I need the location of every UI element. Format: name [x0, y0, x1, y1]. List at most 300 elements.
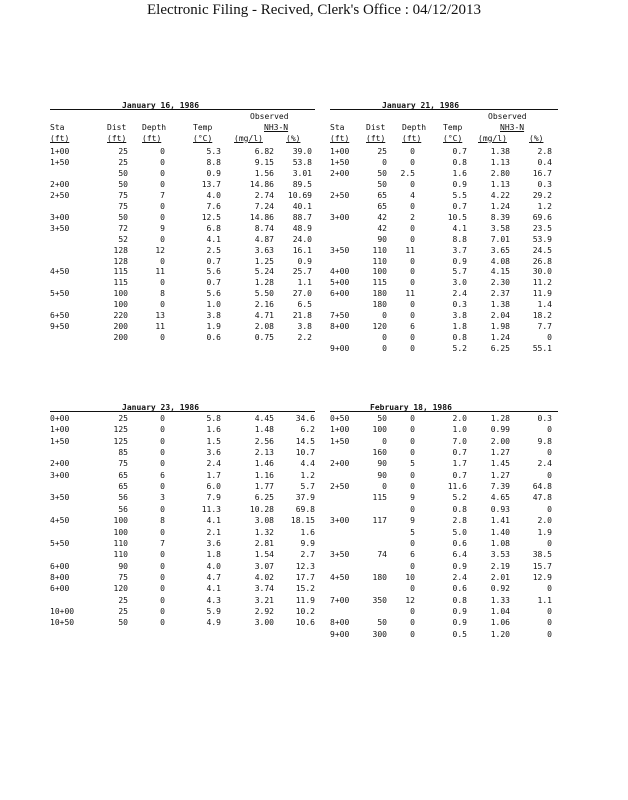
cell-temp: 4.3 — [206, 595, 221, 605]
cell-dist: 25 — [377, 147, 387, 156]
cell-nh3: 10.28 — [249, 504, 274, 514]
cell-temp: 2.5 — [206, 245, 221, 255]
cell-dist: 180 — [372, 289, 387, 299]
cell-depth: 13 — [155, 311, 165, 321]
cell-temp: 1.9 — [206, 322, 221, 332]
table-row — [50, 596, 315, 607]
cell-dist: 0 — [382, 333, 387, 343]
cell-percent: 18.15 — [290, 516, 315, 526]
cell-nh3: 8.39 — [490, 212, 510, 222]
cell-depth: 0 — [410, 278, 415, 288]
cell-dist: 56 — [118, 493, 128, 503]
table-row — [330, 246, 558, 257]
col-temp-header: Temp — [443, 123, 463, 132]
cell-percent: 23.5 — [532, 223, 552, 233]
cell-sta: 8+00 — [330, 322, 350, 332]
cell-nh3: 4.15 — [490, 267, 510, 277]
cell-dist: 25 — [118, 595, 128, 605]
cell-temp: 0.9 — [452, 606, 467, 616]
header-row-2 — [330, 134, 558, 145]
cell-depth: 0 — [160, 278, 165, 288]
cell-temp: 0.5 — [452, 629, 467, 639]
cell-percent: 29.2 — [532, 190, 552, 200]
table-row — [330, 584, 558, 595]
cell-nh3: 5.50 — [254, 289, 274, 299]
cell-temp: 0.8 — [452, 504, 467, 514]
cell-temp: 1.0 — [206, 300, 221, 310]
unit-mgl: (mg/l) — [478, 134, 507, 143]
cell-depth: 9 — [410, 493, 415, 503]
cell-dist: 100 — [372, 425, 387, 435]
cell-nh3: 1.06 — [490, 618, 510, 628]
cell-temp: 5.2 — [452, 344, 467, 354]
table-row — [50, 180, 315, 191]
cell-dist: 50 — [377, 179, 387, 189]
cell-dist: 56 — [118, 504, 128, 514]
table-row — [50, 437, 315, 448]
cell-depth: 0 — [160, 482, 165, 492]
cell-temp: 7.6 — [206, 201, 221, 211]
cell-temp: 4.1 — [452, 223, 467, 233]
cell-percent: 0 — [547, 448, 552, 458]
table-row — [50, 311, 315, 322]
cell-depth: 5 — [410, 527, 415, 537]
cell-dist: 85 — [118, 448, 128, 458]
table-row — [330, 437, 558, 448]
cell-sta: 10+50 — [50, 618, 75, 628]
cell-dist: 200 — [113, 322, 128, 332]
cell-temp: 3.8 — [452, 311, 467, 321]
cell-dist: 65 — [377, 190, 387, 200]
cell-sta: 1+00 — [330, 425, 350, 435]
cell-nh3: 1.98 — [490, 322, 510, 332]
cell-temp: 0.6 — [206, 333, 221, 343]
table-row — [330, 573, 558, 584]
table-row — [330, 169, 558, 180]
cell-dist: 115 — [372, 493, 387, 503]
cell-depth: 7 — [160, 190, 165, 200]
cell-percent: 0 — [547, 538, 552, 548]
table-row — [50, 539, 315, 550]
table-row — [330, 596, 558, 607]
cell-temp: 5.6 — [206, 267, 221, 277]
cell-depth: 0 — [160, 168, 165, 178]
cell-dist: 50 — [118, 618, 128, 628]
cell-depth: 0 — [410, 629, 415, 639]
unit-ft: (ft) — [142, 134, 162, 143]
cell-depth: 0 — [410, 504, 415, 514]
table-row — [330, 344, 558, 355]
cell-sta: 1+50 — [330, 436, 350, 446]
cell-sta: 4+50 — [50, 267, 70, 277]
cell-sta: 3+00 — [50, 470, 70, 480]
cell-percent: 15.2 — [295, 584, 315, 594]
cell-sta: 3+00 — [330, 212, 350, 222]
cell-depth: 11 — [155, 322, 165, 332]
cell-percent: 0 — [547, 333, 552, 343]
cell-nh3: 3.74 — [254, 584, 274, 594]
cell-sta: 5+50 — [50, 289, 70, 299]
cell-dist: 117 — [372, 516, 387, 526]
cell-percent: 11.9 — [295, 595, 315, 605]
cell-sta: 3+50 — [330, 550, 350, 560]
cell-percent: 10.6 — [295, 618, 315, 628]
table-jan23 — [50, 403, 315, 643]
cell-percent: 2.2 — [297, 333, 312, 343]
cell-sta: 1+00 — [50, 425, 70, 435]
cell-temp: 1.8 — [452, 322, 467, 332]
cell-dist: 75 — [118, 201, 128, 211]
cell-sta: 6+50 — [50, 311, 70, 321]
cell-sta: 6+00 — [330, 289, 350, 299]
cell-percent: 25.7 — [292, 267, 312, 277]
cell-depth: 0 — [160, 333, 165, 343]
table-date: February 18, 1986 — [370, 403, 452, 412]
table-row — [330, 235, 558, 246]
cell-percent: 0 — [547, 470, 552, 480]
table-row — [330, 425, 558, 436]
table-row — [330, 289, 558, 300]
cell-depth: 0 — [410, 311, 415, 321]
unit-ft: (ft) — [330, 134, 350, 143]
table-row — [330, 618, 558, 629]
cell-dist: 0 — [382, 311, 387, 321]
cell-percent: 0 — [547, 425, 552, 435]
col-nh3-header: NH3-N — [500, 123, 525, 132]
cell-sta: 6+00 — [50, 584, 70, 594]
cell-dist: 74 — [377, 550, 387, 560]
table-row — [50, 147, 315, 158]
cell-percent: 40.1 — [292, 201, 312, 211]
cell-percent: 48.9 — [292, 223, 312, 233]
cell-nh3: 2.04 — [490, 311, 510, 321]
cell-nh3: 2.13 — [254, 448, 274, 458]
cell-temp: 5.6 — [206, 289, 221, 299]
table-row — [330, 505, 558, 516]
cell-depth: 0 — [160, 147, 165, 156]
cell-dist: 115 — [372, 278, 387, 288]
cell-dist: 125 — [113, 425, 128, 435]
cell-temp: 5.9 — [206, 606, 221, 616]
cell-sta: 2+50 — [330, 190, 350, 200]
cell-sta: 2+00 — [50, 179, 70, 189]
cell-percent: 24.5 — [532, 245, 552, 255]
cell-nh3: 1.56 — [254, 168, 274, 178]
cell-temp: 1.6 — [452, 168, 467, 178]
cell-percent: 0 — [547, 629, 552, 639]
cell-percent: 1.9 — [537, 527, 552, 537]
cell-depth: 0 — [410, 201, 415, 211]
table-row — [330, 482, 558, 493]
cell-dist: 180 — [372, 572, 387, 582]
cell-percent: 3.01 — [292, 168, 312, 178]
cell-nh3: 2.00 — [490, 436, 510, 446]
cell-depth: 0 — [160, 527, 165, 537]
cell-dist: 72 — [118, 223, 128, 233]
table-row — [330, 213, 558, 224]
cell-nh3: 1.45 — [490, 459, 510, 469]
cell-sta: 2+50 — [50, 190, 70, 200]
cell-nh3: 2.01 — [490, 572, 510, 582]
cell-depth: 3 — [160, 493, 165, 503]
cell-percent: 18.2 — [532, 311, 552, 321]
cell-temp: 5.7 — [452, 267, 467, 277]
cell-percent: 88.7 — [292, 212, 312, 222]
cell-depth: 0 — [160, 300, 165, 310]
table-row — [50, 618, 315, 629]
cell-temp: 6.4 — [452, 550, 467, 560]
cell-nh3: 2.19 — [490, 561, 510, 571]
cell-sta: 2+00 — [330, 168, 350, 178]
cell-depth: 0 — [410, 147, 415, 156]
cell-dist: 90 — [377, 470, 387, 480]
cell-nh3: 9.15 — [254, 157, 274, 167]
cell-temp: 4.7 — [206, 572, 221, 582]
cell-dist: 128 — [113, 256, 128, 266]
cell-depth: 0 — [410, 448, 415, 458]
table-row — [330, 191, 558, 202]
cell-percent: 0 — [547, 584, 552, 594]
cell-dist: 50 — [118, 212, 128, 222]
cell-temp: 0.8 — [452, 333, 467, 343]
cell-dist: 65 — [377, 201, 387, 211]
cell-percent: 26.8 — [532, 256, 552, 266]
cell-percent: 0 — [547, 504, 552, 514]
cell-percent: 2.0 — [537, 516, 552, 526]
table-row — [330, 202, 558, 213]
cell-percent: 17.7 — [295, 572, 315, 582]
table-row — [330, 322, 558, 333]
cell-depth: 0 — [410, 425, 415, 435]
cell-percent: 0.9 — [297, 256, 312, 266]
cell-percent: 21.8 — [292, 311, 312, 321]
cell-dist: 90 — [377, 459, 387, 469]
cell-nh3: 14.86 — [249, 179, 274, 189]
table-row — [330, 550, 558, 561]
cell-temp: 11.6 — [447, 482, 467, 492]
cell-depth: 6 — [160, 470, 165, 480]
table-row — [50, 448, 315, 459]
cell-depth: 0 — [160, 572, 165, 582]
header-row-1 — [330, 123, 558, 134]
cell-percent: 69.6 — [532, 212, 552, 222]
cell-depth: 6 — [410, 550, 415, 560]
cell-percent: 15.7 — [532, 561, 552, 571]
cell-dist: 350 — [372, 595, 387, 605]
cell-temp: 3.6 — [206, 448, 221, 458]
cell-nh3: 2.56 — [254, 436, 274, 446]
observed-label: Observed — [488, 112, 527, 121]
table-row — [330, 471, 558, 482]
cell-percent: 38.5 — [532, 550, 552, 560]
cell-dist: 65 — [118, 482, 128, 492]
cell-nh3: 7.39 — [490, 482, 510, 492]
unit-ft: (ft) — [366, 134, 386, 143]
cell-dist: 0 — [382, 482, 387, 492]
cell-percent: 0.4 — [537, 157, 552, 167]
cell-dist: 220 — [113, 311, 128, 321]
cell-percent: 0 — [547, 618, 552, 628]
table-row — [330, 278, 558, 289]
cell-nh3: 0.93 — [490, 504, 510, 514]
cell-temp: 5.3 — [206, 147, 221, 156]
table-row — [50, 257, 315, 268]
cell-percent: 64.8 — [532, 482, 552, 492]
cell-dist: 65 — [118, 470, 128, 480]
cell-temp: 4.1 — [206, 516, 221, 526]
table-row — [330, 448, 558, 459]
electronic-filing-header: Electronic Filing - Recived, Clerk's Office : 04/12/2013 — [146, 2, 482, 18]
cell-depth: 0 — [410, 333, 415, 343]
cell-nh3: 4.65 — [490, 493, 510, 503]
cell-nh3: 1.04 — [490, 606, 510, 616]
cell-nh3: 1.38 — [490, 300, 510, 310]
cell-nh3: 4.08 — [490, 256, 510, 266]
table-row — [330, 607, 558, 618]
cell-dist: 100 — [113, 527, 128, 537]
table-row — [50, 505, 315, 516]
cell-percent: 10.2 — [295, 606, 315, 616]
cell-dist: 50 — [118, 179, 128, 189]
cell-nh3: 1.54 — [254, 550, 274, 560]
cell-depth: 0 — [160, 504, 165, 514]
cell-nh3: 4.71 — [254, 311, 274, 321]
cell-percent: 47.8 — [532, 493, 552, 503]
cell-depth: 0 — [160, 595, 165, 605]
table-row — [50, 191, 315, 202]
table-row — [330, 224, 558, 235]
cell-sta: 9+00 — [330, 344, 350, 354]
cell-nh3: 1.48 — [254, 425, 274, 435]
table-row — [50, 213, 315, 224]
cell-percent: 1.2 — [300, 470, 315, 480]
cell-dist: 115 — [113, 267, 128, 277]
table-row — [50, 425, 315, 436]
cell-dist: 90 — [377, 234, 387, 244]
cell-nh3: 3.00 — [254, 618, 274, 628]
cell-dist: 50 — [377, 414, 387, 423]
table-row — [50, 235, 315, 246]
cell-percent: 27.0 — [292, 289, 312, 299]
cell-depth: 11 — [155, 267, 165, 277]
cell-percent: 12.9 — [532, 572, 552, 582]
cell-depth: 9 — [160, 223, 165, 233]
cell-percent: 39.0 — [292, 147, 312, 156]
table-row — [330, 516, 558, 527]
cell-percent: 69.8 — [295, 504, 315, 514]
cell-sta: 2+00 — [50, 459, 70, 469]
cell-nh3: 4.02 — [254, 572, 274, 582]
cell-temp: 3.0 — [452, 278, 467, 288]
col-nh3-header: NH3-N — [264, 123, 289, 132]
cell-nh3: 3.08 — [254, 516, 274, 526]
table-row — [50, 550, 315, 561]
cell-depth: 0 — [160, 234, 165, 244]
cell-percent: 5.7 — [300, 482, 315, 492]
col-dist-header: Dist — [107, 123, 127, 132]
cell-percent: 4.4 — [300, 459, 315, 469]
cell-nh3: 1.77 — [254, 482, 274, 492]
table-row — [50, 224, 315, 235]
cell-depth: 0 — [410, 584, 415, 594]
cell-dist: 75 — [118, 572, 128, 582]
cell-temp: 8.8 — [452, 234, 467, 244]
cell-sta: 0+00 — [50, 414, 70, 423]
cell-sta: 3+00 — [330, 516, 350, 526]
table-row — [50, 482, 315, 493]
cell-depth: 0 — [160, 414, 165, 423]
cell-depth: 11 — [405, 289, 415, 299]
table-row — [50, 493, 315, 504]
cell-temp: 11.3 — [201, 504, 221, 514]
cell-depth: 0 — [410, 606, 415, 616]
table-row — [50, 573, 315, 584]
table-row — [330, 528, 558, 539]
table-row — [50, 562, 315, 573]
table-date: January 21, 1986 — [382, 101, 460, 110]
cell-temp: 4.0 — [206, 561, 221, 571]
cell-nh3: 2.81 — [254, 538, 274, 548]
cell-nh3: 7.24 — [254, 201, 274, 211]
cell-nh3: 1.33 — [490, 595, 510, 605]
unit-ft: (ft) — [50, 134, 70, 143]
table-row — [330, 562, 558, 573]
cell-depth: 0 — [160, 448, 165, 458]
cell-temp: 1.7 — [206, 470, 221, 480]
cell-sta: 1+50 — [330, 157, 350, 167]
cell-temp: 1.8 — [206, 550, 221, 560]
cell-nh3: 3.21 — [254, 595, 274, 605]
cell-nh3: 14.86 — [249, 212, 274, 222]
cell-depth: 0 — [410, 482, 415, 492]
cell-temp: 0.9 — [452, 561, 467, 571]
cell-nh3: 3.53 — [490, 550, 510, 560]
cell-nh3: 3.58 — [490, 223, 510, 233]
cell-nh3: 6.25 — [254, 493, 274, 503]
table-row — [50, 246, 315, 257]
table-feb18 — [330, 403, 558, 653]
cell-nh3: 2.80 — [490, 168, 510, 178]
cell-depth: 2.5 — [400, 168, 415, 178]
cell-dist: 100 — [113, 516, 128, 526]
cell-sta: 7+00 — [330, 595, 350, 605]
cell-nh3: 6.25 — [490, 344, 510, 354]
cell-depth: 11 — [405, 245, 415, 255]
cell-depth: 0 — [160, 550, 165, 560]
cell-depth: 0 — [410, 256, 415, 266]
cell-sta: 9+50 — [50, 322, 70, 332]
cell-temp: 1.5 — [206, 436, 221, 446]
col-temp-header: Temp — [193, 123, 213, 132]
cell-temp: 0.9 — [452, 179, 467, 189]
cell-dist: 120 — [113, 584, 128, 594]
cell-percent: 11.9 — [532, 289, 552, 299]
cell-sta: 3+00 — [50, 212, 70, 222]
cell-percent: 0.3 — [537, 179, 552, 189]
cell-depth: 6 — [410, 322, 415, 332]
cell-nh3: 0.92 — [490, 584, 510, 594]
cell-depth: 2 — [410, 212, 415, 222]
cell-sta: 5+00 — [330, 278, 350, 288]
col-depth-header: Depth — [402, 123, 427, 132]
cell-temp: 6.8 — [206, 223, 221, 233]
table-jan16 — [50, 101, 315, 371]
cell-nh3: 2.74 — [254, 190, 274, 200]
cell-percent: 30.0 — [532, 267, 552, 277]
cell-sta: 1+50 — [50, 436, 70, 446]
cell-percent: 10.7 — [295, 448, 315, 458]
table-row — [330, 333, 558, 344]
